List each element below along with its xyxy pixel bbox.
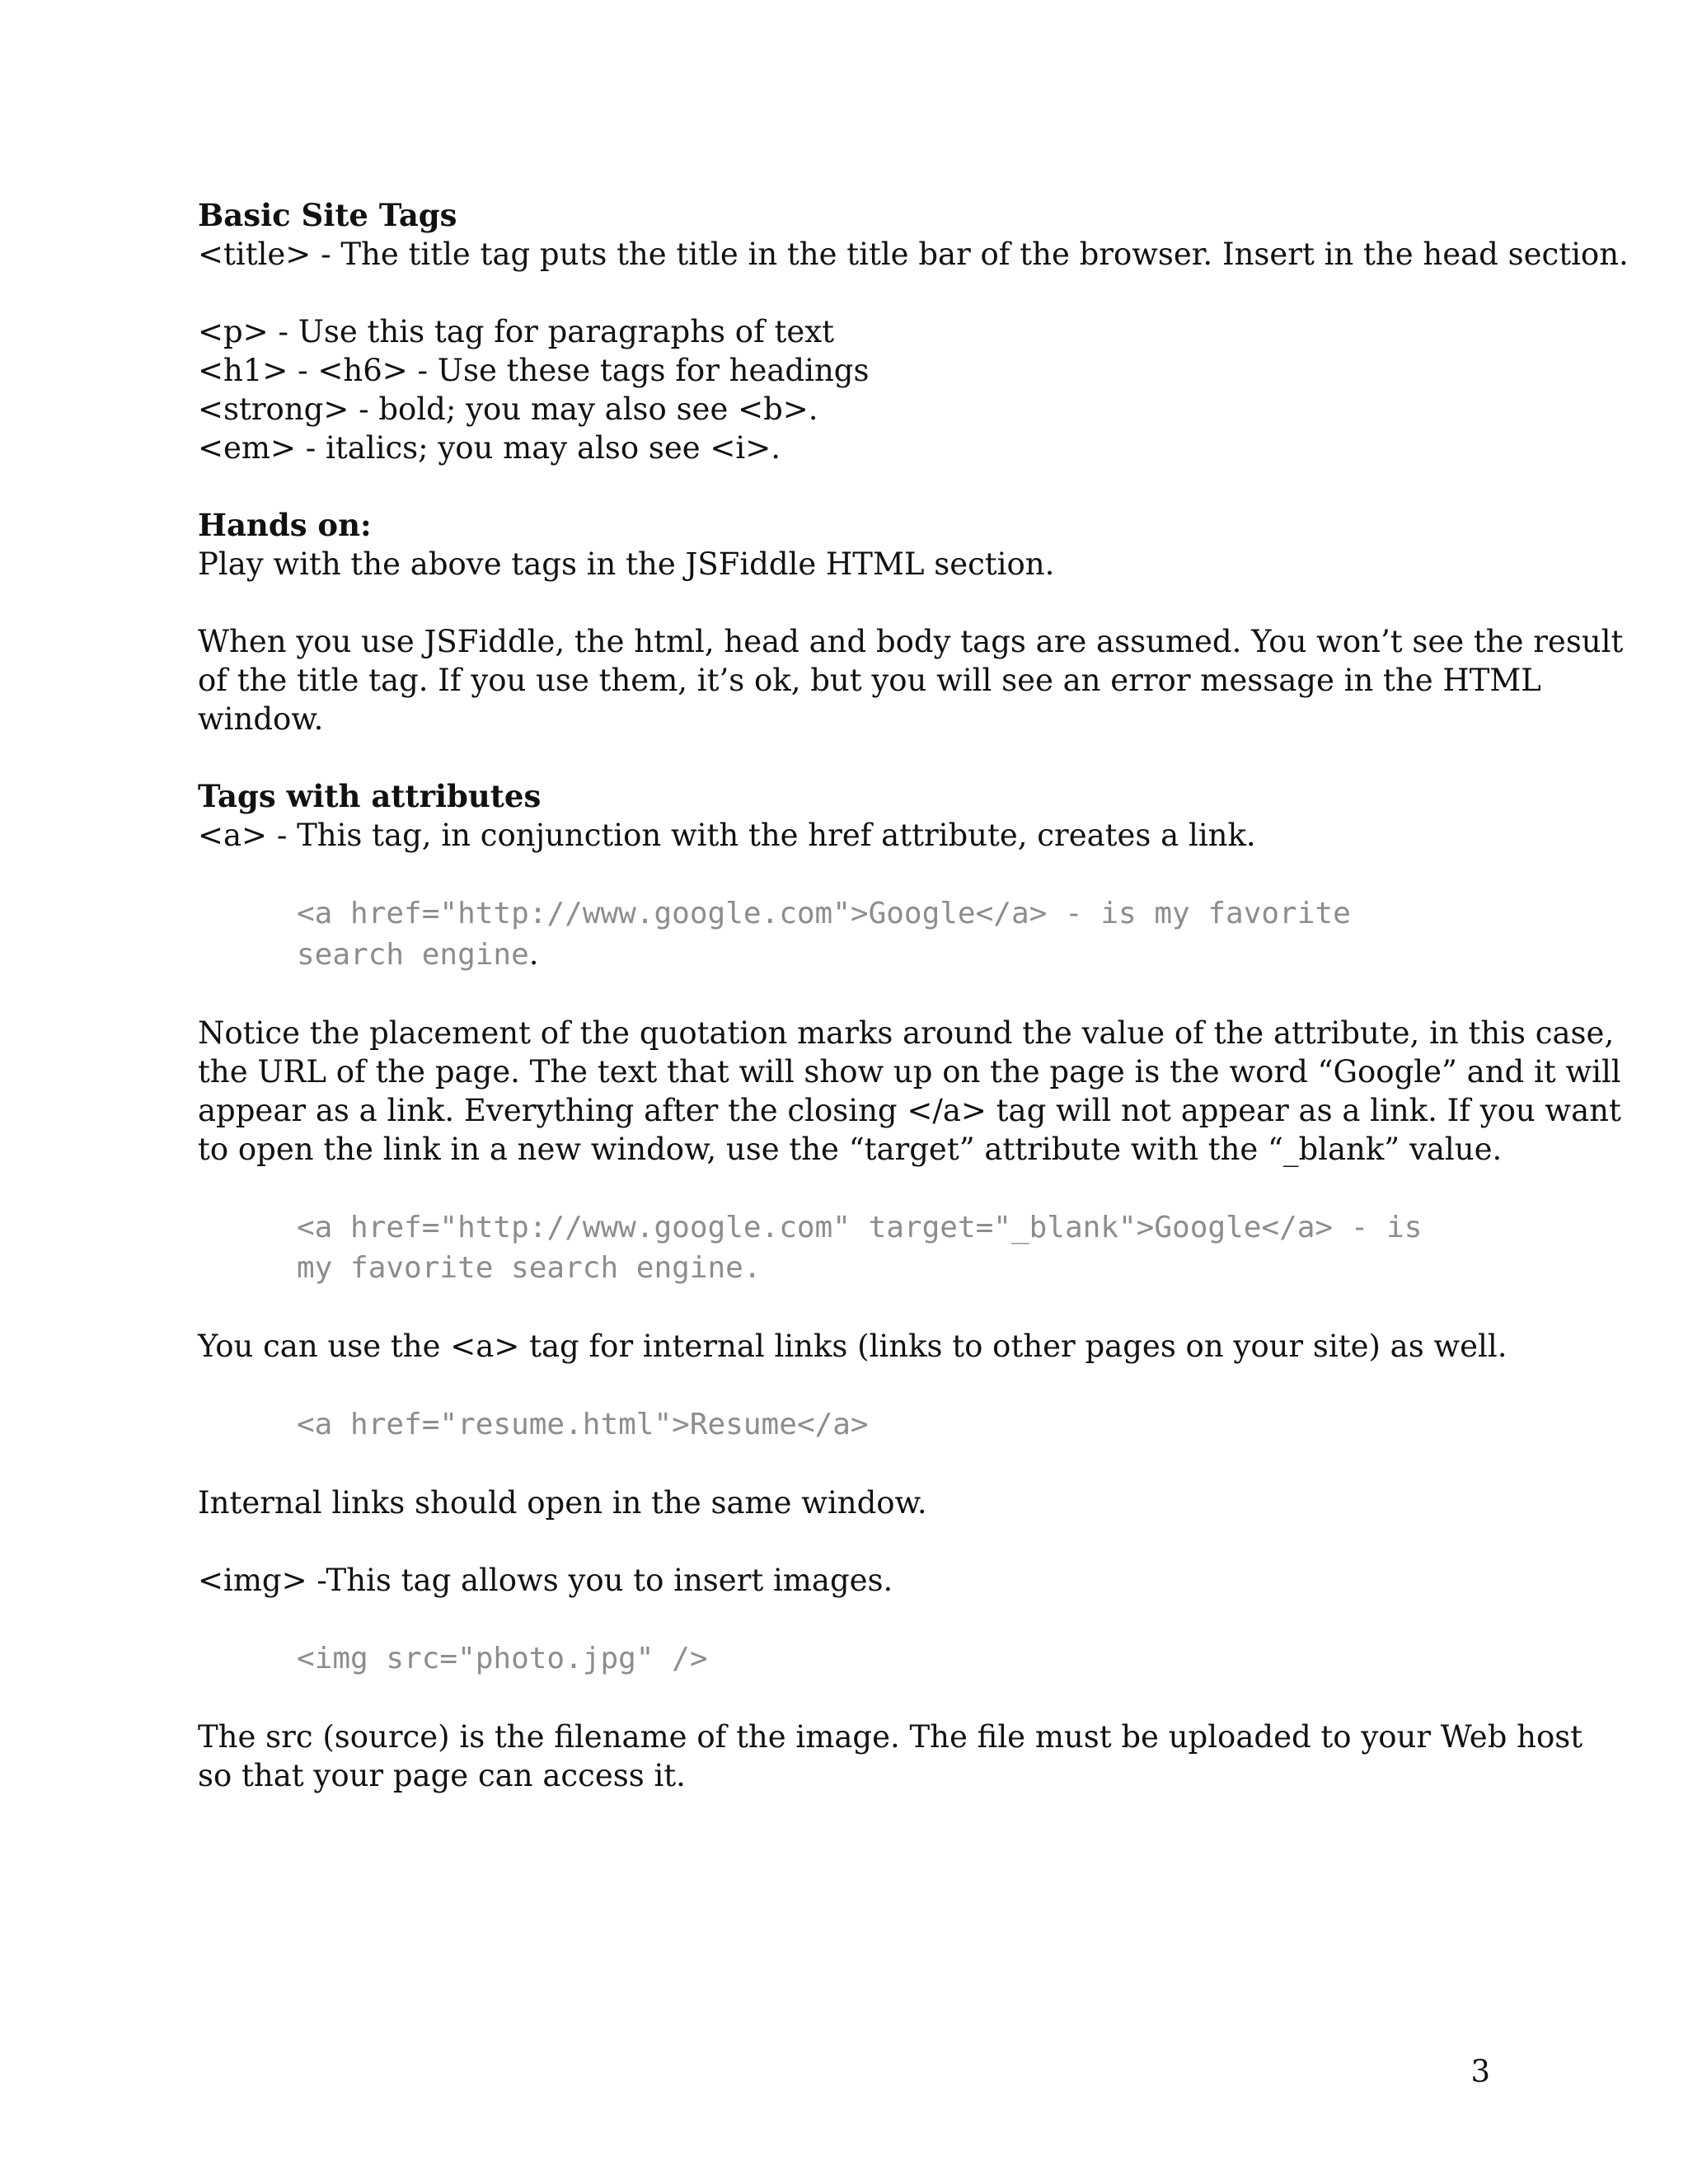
jsfiddle-note-line: of the title tag. If you use them, it’s ok, but you will see an error message in the HTML xyxy=(198,663,1541,698)
code-example-img: <img src="photo.jpg" /> xyxy=(297,1642,708,1675)
title-tag-description: <title> - The title tag puts the title in the title bar of the browser. Insert in the head section. xyxy=(198,237,1629,272)
code-line-text: search engine xyxy=(297,938,529,972)
spacer xyxy=(198,1288,1550,1327)
spacer xyxy=(198,1679,1550,1718)
em-tag-description: <em> - italics; you may also see <i>. xyxy=(198,430,781,466)
spacer xyxy=(198,1169,1550,1207)
quotation-notice-line: appear as a link. Everything after the closing </a> tag will not appear as a link. If you want xyxy=(198,1093,1621,1128)
src-description-line: The src (source) is the filename of the image. The file must be uploaded to your Web host xyxy=(198,1719,1583,1755)
jsfiddle-note-line: window. xyxy=(198,701,324,737)
spacer xyxy=(198,1600,1550,1638)
code-line: <a href="http://www.google.com" target="_blank">Google</a> - is xyxy=(297,1211,1423,1244)
quotation-notice-line: the URL of the page. The text that will show up on the page is the word “Google” and it will xyxy=(198,1054,1621,1090)
jsfiddle-note-line: When you use JSFiddle, the html, head and body tags are assumed. You won’t see the result xyxy=(198,624,1624,659)
quotation-notice-line: Notice the placement of the quotation marks around the value of the attribute, in this case, xyxy=(198,1015,1615,1051)
spacer xyxy=(198,1366,1550,1404)
spacer xyxy=(198,583,1550,622)
spacer xyxy=(198,1522,1550,1561)
img-tag-description: <img> -This tag allows you to insert images. xyxy=(198,1563,893,1598)
code-line xyxy=(297,934,1550,975)
code-example-target-blank xyxy=(198,1207,1550,1288)
a-tag-description: <a> - This tag, in conjunction with the href attribute, creates a link. xyxy=(198,818,1256,853)
page-number: 3 xyxy=(1470,2054,1490,2089)
hands-on-instruction: Play with the above tags in the JSFiddle HTML section. xyxy=(198,546,1055,582)
heading-tags-description: <h1> - <h6> - Use these tags for headings xyxy=(198,353,870,388)
same-window-note: Internal links should open in the same window. xyxy=(198,1485,927,1521)
internal-links-description: You can use the <a> tag for internal links (links to other pages on your site) as well. xyxy=(198,1329,1507,1364)
src-description-line: so that your page can access it. xyxy=(198,1758,686,1793)
section-heading-basic-site-tags: Basic Site Tags xyxy=(198,197,457,233)
code-line: my favorite search engine. xyxy=(297,1251,762,1285)
section-heading-tags-with-attributes: Tags with attributes xyxy=(198,778,542,814)
spacer xyxy=(198,1445,1550,1483)
code-example-resume-link: <a href="resume.html">Resume</a> xyxy=(297,1408,869,1441)
document-content xyxy=(198,196,1629,1795)
code-period: . xyxy=(528,936,539,972)
quotation-notice-line: to open the link in a new window, use the “target” attribute with the “_blank” value. xyxy=(198,1132,1503,1167)
code-line: <a href="http://www.google.com">Google</a> - is my favorite xyxy=(297,897,1351,930)
spacer xyxy=(198,274,1550,312)
spacer xyxy=(198,467,1550,506)
section-heading-hands-on: Hands on: xyxy=(198,507,372,543)
code-example-google-link xyxy=(198,893,1550,975)
spacer xyxy=(198,975,1550,1014)
strong-tag-description: <strong> - bold; you may also see <b>. xyxy=(198,391,818,427)
spacer xyxy=(198,738,1550,777)
p-tag-description: <p> - Use this tag for paragraphs of text xyxy=(198,314,835,349)
spacer xyxy=(198,855,1550,893)
